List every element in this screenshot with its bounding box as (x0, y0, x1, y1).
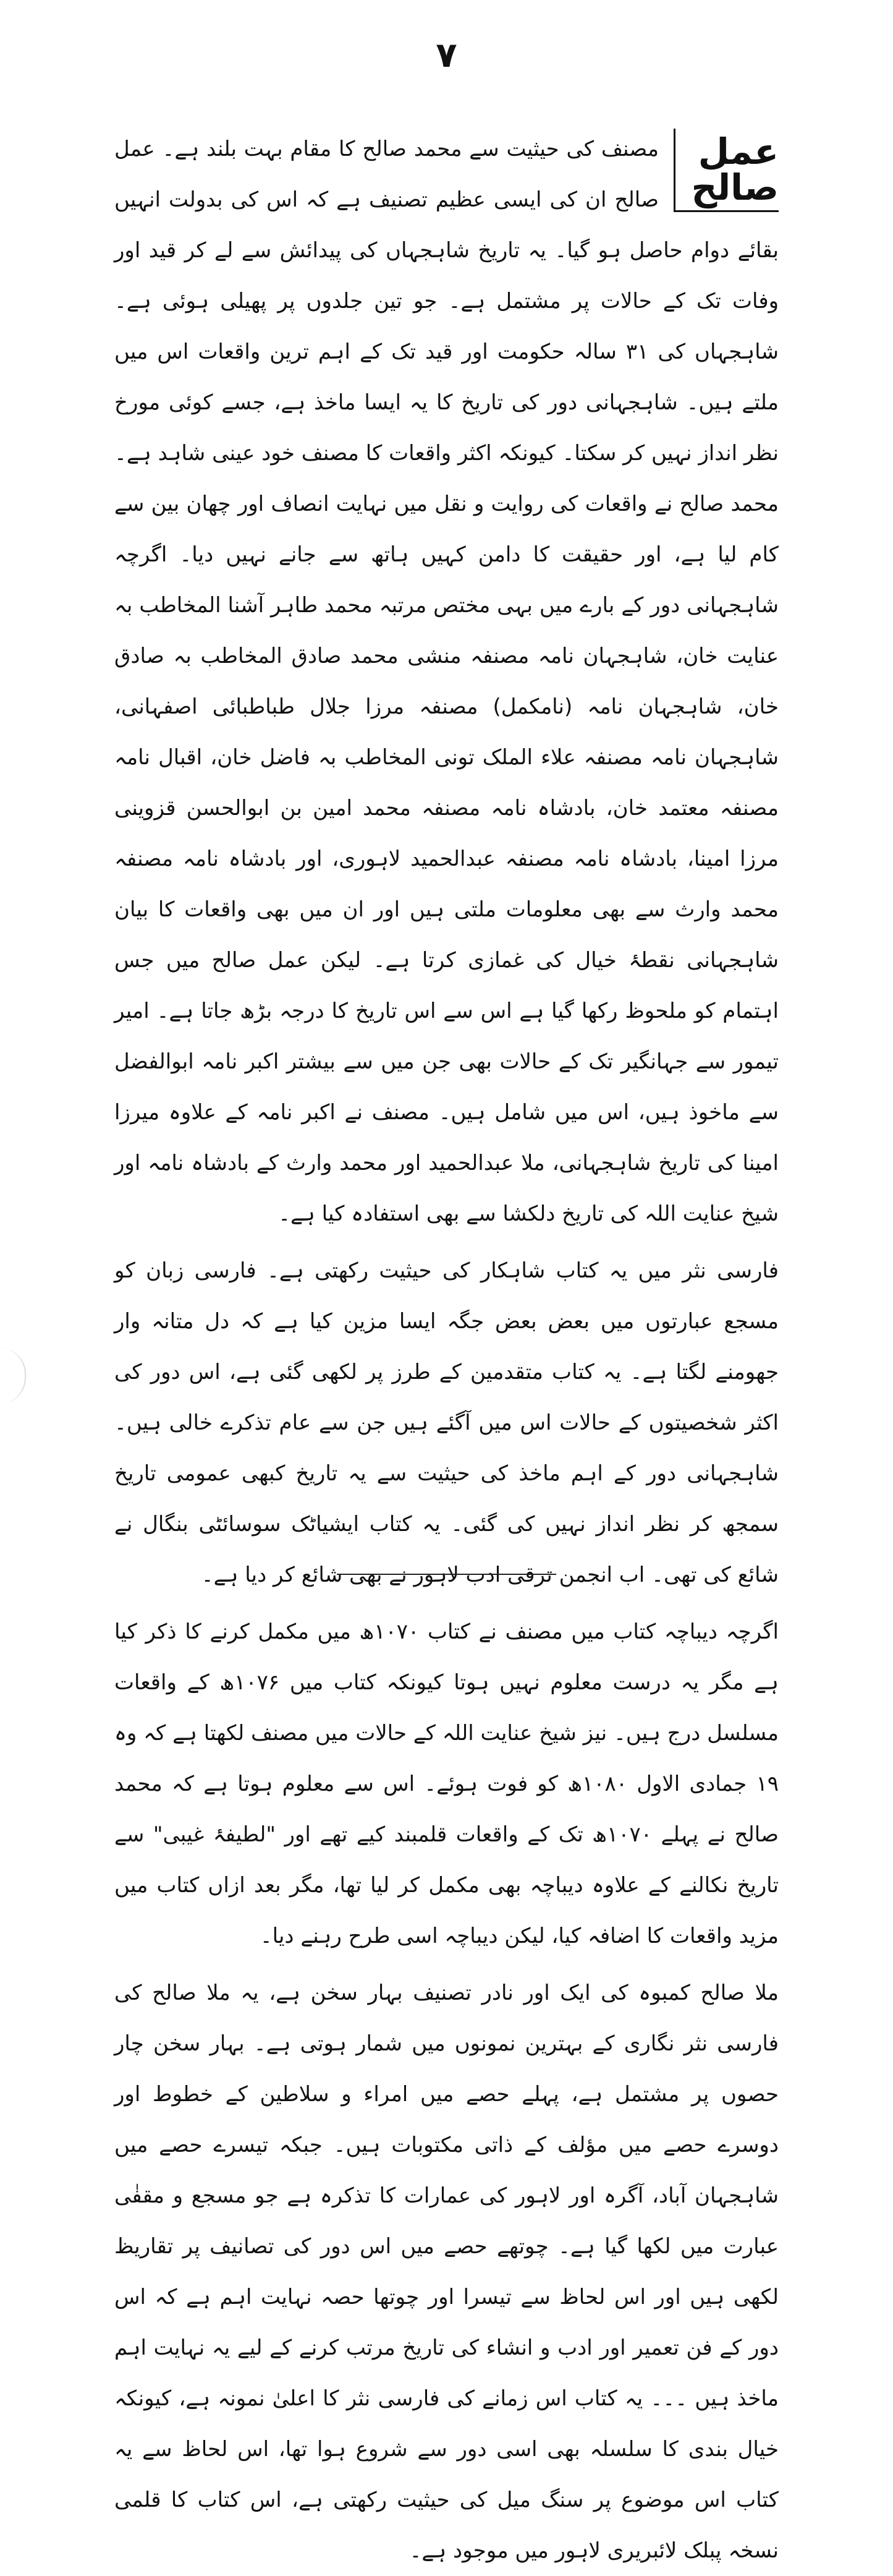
footer-rule (337, 1574, 556, 1575)
scan-edge-mark (0, 1348, 26, 1404)
paragraph-bahar-e-sukhan: ملا صالح کمبوہ کی ایک اور نادر تصنیف بہار سخن ہے، یہ ملا صالح کی فارسی نثر نگاری کے بہترین نمونوں میں شمار ہوتی ہے۔ بہار سخن چار حصوں پر مشتمل ہے، پہلے حصے میں امراء و سلاطین کے خطوط اور دوسرے حصے میں مؤلف کے ذاتی مکتوبات ہیں۔ جبکہ تیسرے حصے میں شاہجہان آباد، آگرہ اور لاہور کی عمارات کا تذکرہ ہے جو مسجع و مقفٰی عبارت میں لکھا گیا ہے۔ چوتھے حصے میں اس دور کی تصانیف پر تقاریظ لکھی ہیں اور اس لحاظ سے تیسرا اور چوتھا حصہ نہایت اہم ہے کہ اس دور کے فن تعمیر اور ادب و انشاء کی تاریخ مرتب کرنے کے لیے یہ نہایت اہم ماخذ ہیں ۔۔۔ یہ کتاب اس زمانے کی فارسی نثر کا اعلیٰ نمونہ ہے، کیونکہ خیال بندی کا سلسلہ بھی اسی دور سے شروع ہوا تھا، اس لحاظ سے یہ کتاب اس موضوع پر سنگ میل کی حیثیت رکھتی ہے، اس کتاب کا قلمی نسخہ پبلک لائبریری لاہور میں موجود ہے۔ (114, 1981, 779, 2563)
paragraph-text: مصنف کی حیثیت سے محمد صالح کا مقام بہت بلند ہے۔ عمل صالح ان کی ایسی عظیم تصنیف ہے کہ اس کی بدولت انہیں بقائے دوام حاصل ہو گیا۔ یہ تاریخ شاہجہاں کی پیدائش سے لے کر قید اور وفات تک کے حالات پر مشتمل ہے۔ جو تین جلدوں پر پھیلی ہوئی ہے۔ شاہجہاں کی ۳۱ سالہ حکومت اور قید تک کے اہم ترین واقعات اس میں ملتے ہیں۔ شاہجہانی دور کی تاریخ کا یہ ایسا ماخذ ہے، جسے کوئی مورخ نظر انداز نہیں کر سکتا۔ کیونکہ اکثر واقعات کا مصنف خود عینی شاہد ہے۔ محمد صالح نے واقعات کی روایت و نقل میں نہایت انصاف اور چھان بین سے کام لیا ہے، اور حقیقت کا دامن کہیں ہاتھ سے جانے نہیں دیا۔ اگرچہ شاہجہانی دور کے بارے میں بہی مختص مرتبہ محمد طاہر آشنا المخاطب بہ عنایت خان، شاہجہان نامہ مصنفہ منشی محمد صادق المخاطب بہ صادق خان، شاہجہان نامہ (نامکمل) مصنفہ مرزا جلال طباطبائی اصفہانی، شاہجہان نامہ مصنفہ علاء الملک تونی المخاطب بہ فاضل خان، اقبال نامہ مصنفہ معتمد خان، بادشاہ نامہ مصنفہ محمد امین بن ابوالحسن قزوینی مرزا امینا، بادشاہ نامہ مصنفہ عبدالحمید لاہوری، اور بادشاہ نامہ مصنفہ محمد وارث سے بھی معلومات ملتی ہیں اور ان میں بھی واقعات کا بیان شاہجہانی نقطۂ خیال کی غمازی کرتا ہے۔ لیکن عمل صالح میں جس اہتمام کو ملحوظ رکھا گیا ہے اس سے اس تاریخ کا درجہ بڑھ جاتا ہے۔ امیر تیمور سے جہانگیر تک کے حالات بھی جن میں سے بیشتر اکبر نامہ ابوالفضل سے ماخوذ ہیں، اس میں شامل ہیں۔ مصنف نے اکبر نامہ کے علاوہ میرزا امینا کی تاریخ شاہجہانی، ملا عبدالحمید اور محمد وارث کے بادشاہ نامہ اور شیخ عنایت اللہ کی تاریخ دلکشا سے بھی استفادہ کیا ہے۔ (114, 137, 779, 1226)
paragraph-persian-prose: فارسی نثر میں یہ کتاب شاہکار کی حیثیت رکھتی ہے۔ فارسی زبان کو مسجع عبارتوں میں بعض بعض جگہ ایسا مزین کیا ہے کہ دل متانہ وار جھومنے لگتا ہے۔ یہ کتاب متقدمین کے طرز پر لکھی گئی ہے، اس دور کی اکثر شخصیتوں کے حالات اس میں آگئے ہیں جن سے عام تذکرے خالی ہیں۔ شاہجہانی دور کے اہم ماخذ کی حیثیت سے یہ تاریخ کبھی عمومی تاریخ سمجھ کر نظر انداز نہیں کی گئی۔ یہ کتاب ایشیاٹک سوسائٹی بنگال نے شائع کی تھی۔ اب انجمن ترقی ادب لاہور نے بھی شائع کر دیا ہے۔ (114, 1258, 779, 1587)
body-text (114, 124, 779, 2576)
paragraph-amal-e-saleh-intro (114, 124, 779, 1239)
section-heading: عمل صالح (674, 129, 779, 212)
paragraph-completion-date: اگرچہ دیباچہ کتاب میں مصنف نے کتاب ۱۰۷۰ھ میں مکمل کرنے کا ذکر کیا ہے مگر یہ درست معلوم نہیں ہوتا کیونکہ کتاب میں ۱۰۷۶ھ کے واقعات مسلسل درج ہیں۔ نیز شیخ عنایت اللہ کے حالات میں مصنف لکھتا ہے کہ وہ ۱۹ جمادی الاول ۱۰۸۰ھ کو فوت ہوئے۔ اس سے معلوم ہوتا ہے کہ محمد صالح نے پہلے ۱۰۷۰ھ تک کے واقعات قلمبند کیے تھے اور "لطیفۂ غیبی" سے تاریخ نکالنے کے علاوہ دیباچہ بھی مکمل کر لیا تھا، مگر بعد ازاں کتاب میں مزید واقعات کا اضافہ کیا، لیکن دیباچہ اسی طرح رہنے دیا۔ (114, 1619, 779, 1948)
page-number: ۷ (436, 35, 457, 75)
